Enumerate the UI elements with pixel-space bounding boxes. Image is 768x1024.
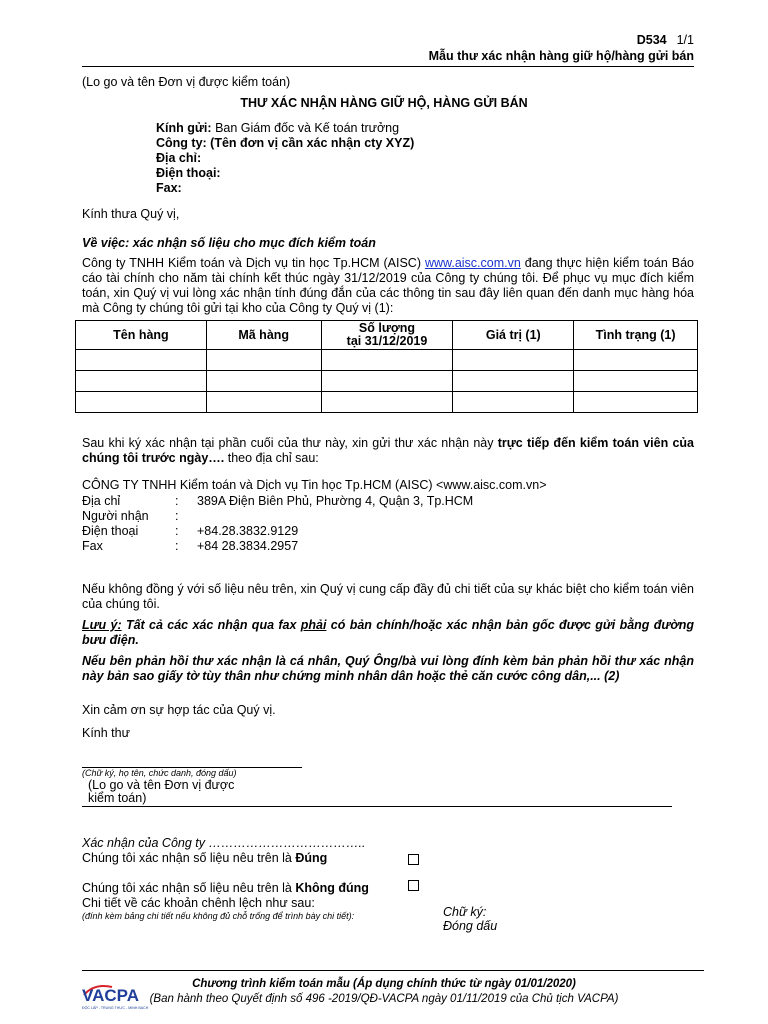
instruction-emphasis: trực tiếp đến kiểm toán viên của chúng tôi trước ngày…. <box>82 436 694 465</box>
column-header: Tình trạng (1) <box>574 321 698 350</box>
goods-table <box>75 320 698 413</box>
confirm-correct-bold: Đúng <box>295 851 328 865</box>
confirm-incorrect-text: Chúng tôi xác nhận số liệu nêu trên là <box>82 881 296 895</box>
contact-label: Địa chỉ <box>82 494 121 508</box>
table-cell[interactable] <box>574 392 698 413</box>
document-code <box>637 33 694 47</box>
signature-label: Chữ ký: <box>443 905 487 919</box>
table-cell[interactable] <box>453 392 574 413</box>
footer-program-title: Chương trình kiểm toán mẫu (Áp dụng chính thức từ ngày 01/01/2020) <box>192 978 576 990</box>
contact-row: Người nhận : <box>82 509 179 523</box>
stamp-label: Đóng dấu <box>443 919 498 933</box>
intro-text-1: Công ty TNHH Kiểm toán và Dịch vụ tin học Tp.HCM (AISC) <box>82 256 425 270</box>
contact-row: Điện thoại : +84.28.3832.9129 <box>82 524 299 538</box>
confirm-incorrect-checkbox[interactable] <box>408 880 419 891</box>
column-header: Tên hàng <box>76 321 207 350</box>
table-cell[interactable] <box>453 371 574 392</box>
subject-line: Về việc: xác nhận số liệu cho mục đích kiểm toán <box>82 236 376 250</box>
signature-logo-line1: (Lo go và tên Đơn vị được <box>88 778 235 792</box>
confirmation-heading: Xác nhận của Công ty ……………………………….. <box>82 836 366 850</box>
contact-label: Người nhận <box>82 509 149 523</box>
contact-label: Điện thoại <box>82 524 139 538</box>
contact-row: Fax : +84 28.3834.2957 <box>82 539 299 553</box>
individual-note: Nếu bên phản hồi thư xác nhận là cá nhân, Quý Ông/bà vui lòng đính kèm bản phản hồi thư xác nhận này bản sao giấy tờ tùy thân như chứng minh nhân dân hoặc thẻ căn cước công dân,... (2) <box>82 654 694 683</box>
recipient-line <box>156 121 414 136</box>
table-cell[interactable] <box>453 350 574 371</box>
contact-value: +84.28.3832.9129 <box>197 524 299 538</box>
confirm-correct-checkbox[interactable] <box>408 854 419 865</box>
vacpa-logo-tagline: ĐỘC LẬP - TRUNG THỰC - MINH BẠCH <box>82 1006 149 1010</box>
footer-decision-line: (Ban hành theo Quyết định số 496 -2019/QĐ-VACPA ngày 01/11/2019 của Chủ tịch VACPA) <box>149 993 619 1005</box>
confirm-incorrect-bold: Không đúng <box>295 881 369 895</box>
auditor-website-link[interactable]: www.aisc.com.vn <box>424 256 521 270</box>
note-must: phải <box>300 618 327 632</box>
table-cell[interactable] <box>76 350 207 371</box>
section-divider <box>82 806 672 807</box>
table-cell[interactable] <box>574 371 698 392</box>
greeting: Kính thưa Quý vị, <box>82 207 180 221</box>
confirm-incorrect-label <box>82 881 369 895</box>
footer-divider <box>82 970 704 971</box>
intro-paragraph <box>82 256 694 316</box>
column-header: Giá trị (1) <box>453 321 574 350</box>
auditor-name: CÔNG TY TNHH Kiểm toán và Dịch vụ Tin học Tp.HCM (AISC) <www.aisc.com.vn> <box>82 478 547 492</box>
table-row <box>76 350 698 371</box>
note-label: Lưu ý: <box>82 618 122 632</box>
signature-logo-line2: kiểm toán) <box>88 791 147 805</box>
intro-text-2: đang thực hiện kiểm toán Báo cáo tài chính cho năm tài chính kết thúc ngày 31/12/2019 của Công ty chúng tôi. Để phục vụ mục đích kiểm toán, xin Quý vị vui lòng xác nhận tính đúng đắn của các thông tin sau đây liên quan đến danh mục hàng hóa mà Công ty chúng tôi gửi tại kho của Công ty Quý vị (1): <box>82 256 694 315</box>
table-cell[interactable] <box>321 350 453 371</box>
auditor-contact-list <box>82 494 473 554</box>
vacpa-logo-text: VACPA <box>82 986 139 1005</box>
table-row <box>76 371 698 392</box>
table-header-row <box>76 321 698 350</box>
disagree-note: Nếu không đồng ý với số liệu nêu trên, xin Quý vị cung cấp đầy đủ chi tiết của sự khác biệt cho kiểm toán viên của chúng tôi. <box>82 582 694 611</box>
signature-caption: (Chữ ký, họ tên, chức danh, đóng dấu) <box>82 768 237 778</box>
confirm-correct-text: Chúng tôi xác nhận số liệu nêu trên là <box>82 851 296 865</box>
company-logo-placeholder: (Lo go và tên Đơn vị được kiểm toán) <box>82 75 291 89</box>
instruction-text-2: theo địa chỉ sau: <box>224 451 319 465</box>
difference-details-note: (đính kèm bảng chi tiết nếu không đủ chỗ trống để trình bày chi tiết): <box>82 911 355 921</box>
table-cell[interactable] <box>76 392 207 413</box>
note-text-2: có bản chính/hoặc xác nhận bản gốc được gửi bằng đường bưu điện. <box>82 618 694 647</box>
kinh-gui-value: Ban Giám đốc và Kế toán trưởng <box>215 121 400 135</box>
table-cell[interactable] <box>574 350 698 371</box>
contact-label: Fax <box>82 539 103 553</box>
address-label: Địa chỉ: <box>156 151 202 165</box>
table-cell[interactable] <box>76 371 207 392</box>
company-value: (Tên đơn vị cần xác nhận cty XYZ) <box>210 136 415 150</box>
kinh-gui-label: Kính gửi: <box>156 121 212 135</box>
column-header: Mã hàng <box>206 321 321 350</box>
document-title: THƯ XÁC NHẬN HÀNG GIỮ HỘ, HÀNG GỬI BÁN <box>240 96 528 110</box>
recipient-block <box>156 121 414 196</box>
table-cell[interactable] <box>206 371 321 392</box>
column-header: Số lượng tại 31/12/2019 <box>321 321 453 350</box>
table-cell[interactable] <box>206 392 321 413</box>
company-label: Công ty: <box>156 136 207 150</box>
fax-label: Fax: <box>156 181 182 195</box>
thanks-line: Xin cảm ơn sự hợp tác của Quý vị. <box>82 703 276 717</box>
phone-label: Điện thoại: <box>156 166 221 180</box>
instruction-text-1: Sau khi ký xác nhận tại phần cuối của thư này, xin gửi thư xác nhận này <box>82 436 498 450</box>
signature-logo-placeholder <box>88 779 234 805</box>
table-row <box>76 392 698 413</box>
page-number: 1/1 <box>676 33 694 47</box>
table-cell[interactable] <box>321 392 453 413</box>
table-cell[interactable] <box>321 371 453 392</box>
confirm-correct-label <box>82 851 327 865</box>
form-code: D534 <box>636 33 667 47</box>
closing-line: Kính thư <box>82 726 130 740</box>
header-divider <box>82 66 694 67</box>
difference-details-label: Chi tiết về các khoản chênh lệch như sau: <box>82 896 315 910</box>
table-cell[interactable] <box>206 350 321 371</box>
form-title: Mẫu thư xác nhận hàng giữ hộ/hàng gửi bán <box>428 49 694 63</box>
contact-value: 389A Điện Biên Phủ, Phường 4, Quận 3, Tp.HCM <box>197 494 474 508</box>
note-text-1: Tất cả các xác nhận qua fax <box>121 618 301 632</box>
contact-value: +84 28.3834.2957 <box>197 539 299 553</box>
instruction-paragraph <box>82 436 694 466</box>
contact-row: Địa chỉ : 389A Điện Biên Phủ, Phường 4, Quận 3, Tp.HCM <box>82 494 474 508</box>
company-line <box>156 136 414 151</box>
fax-note <box>82 618 694 648</box>
